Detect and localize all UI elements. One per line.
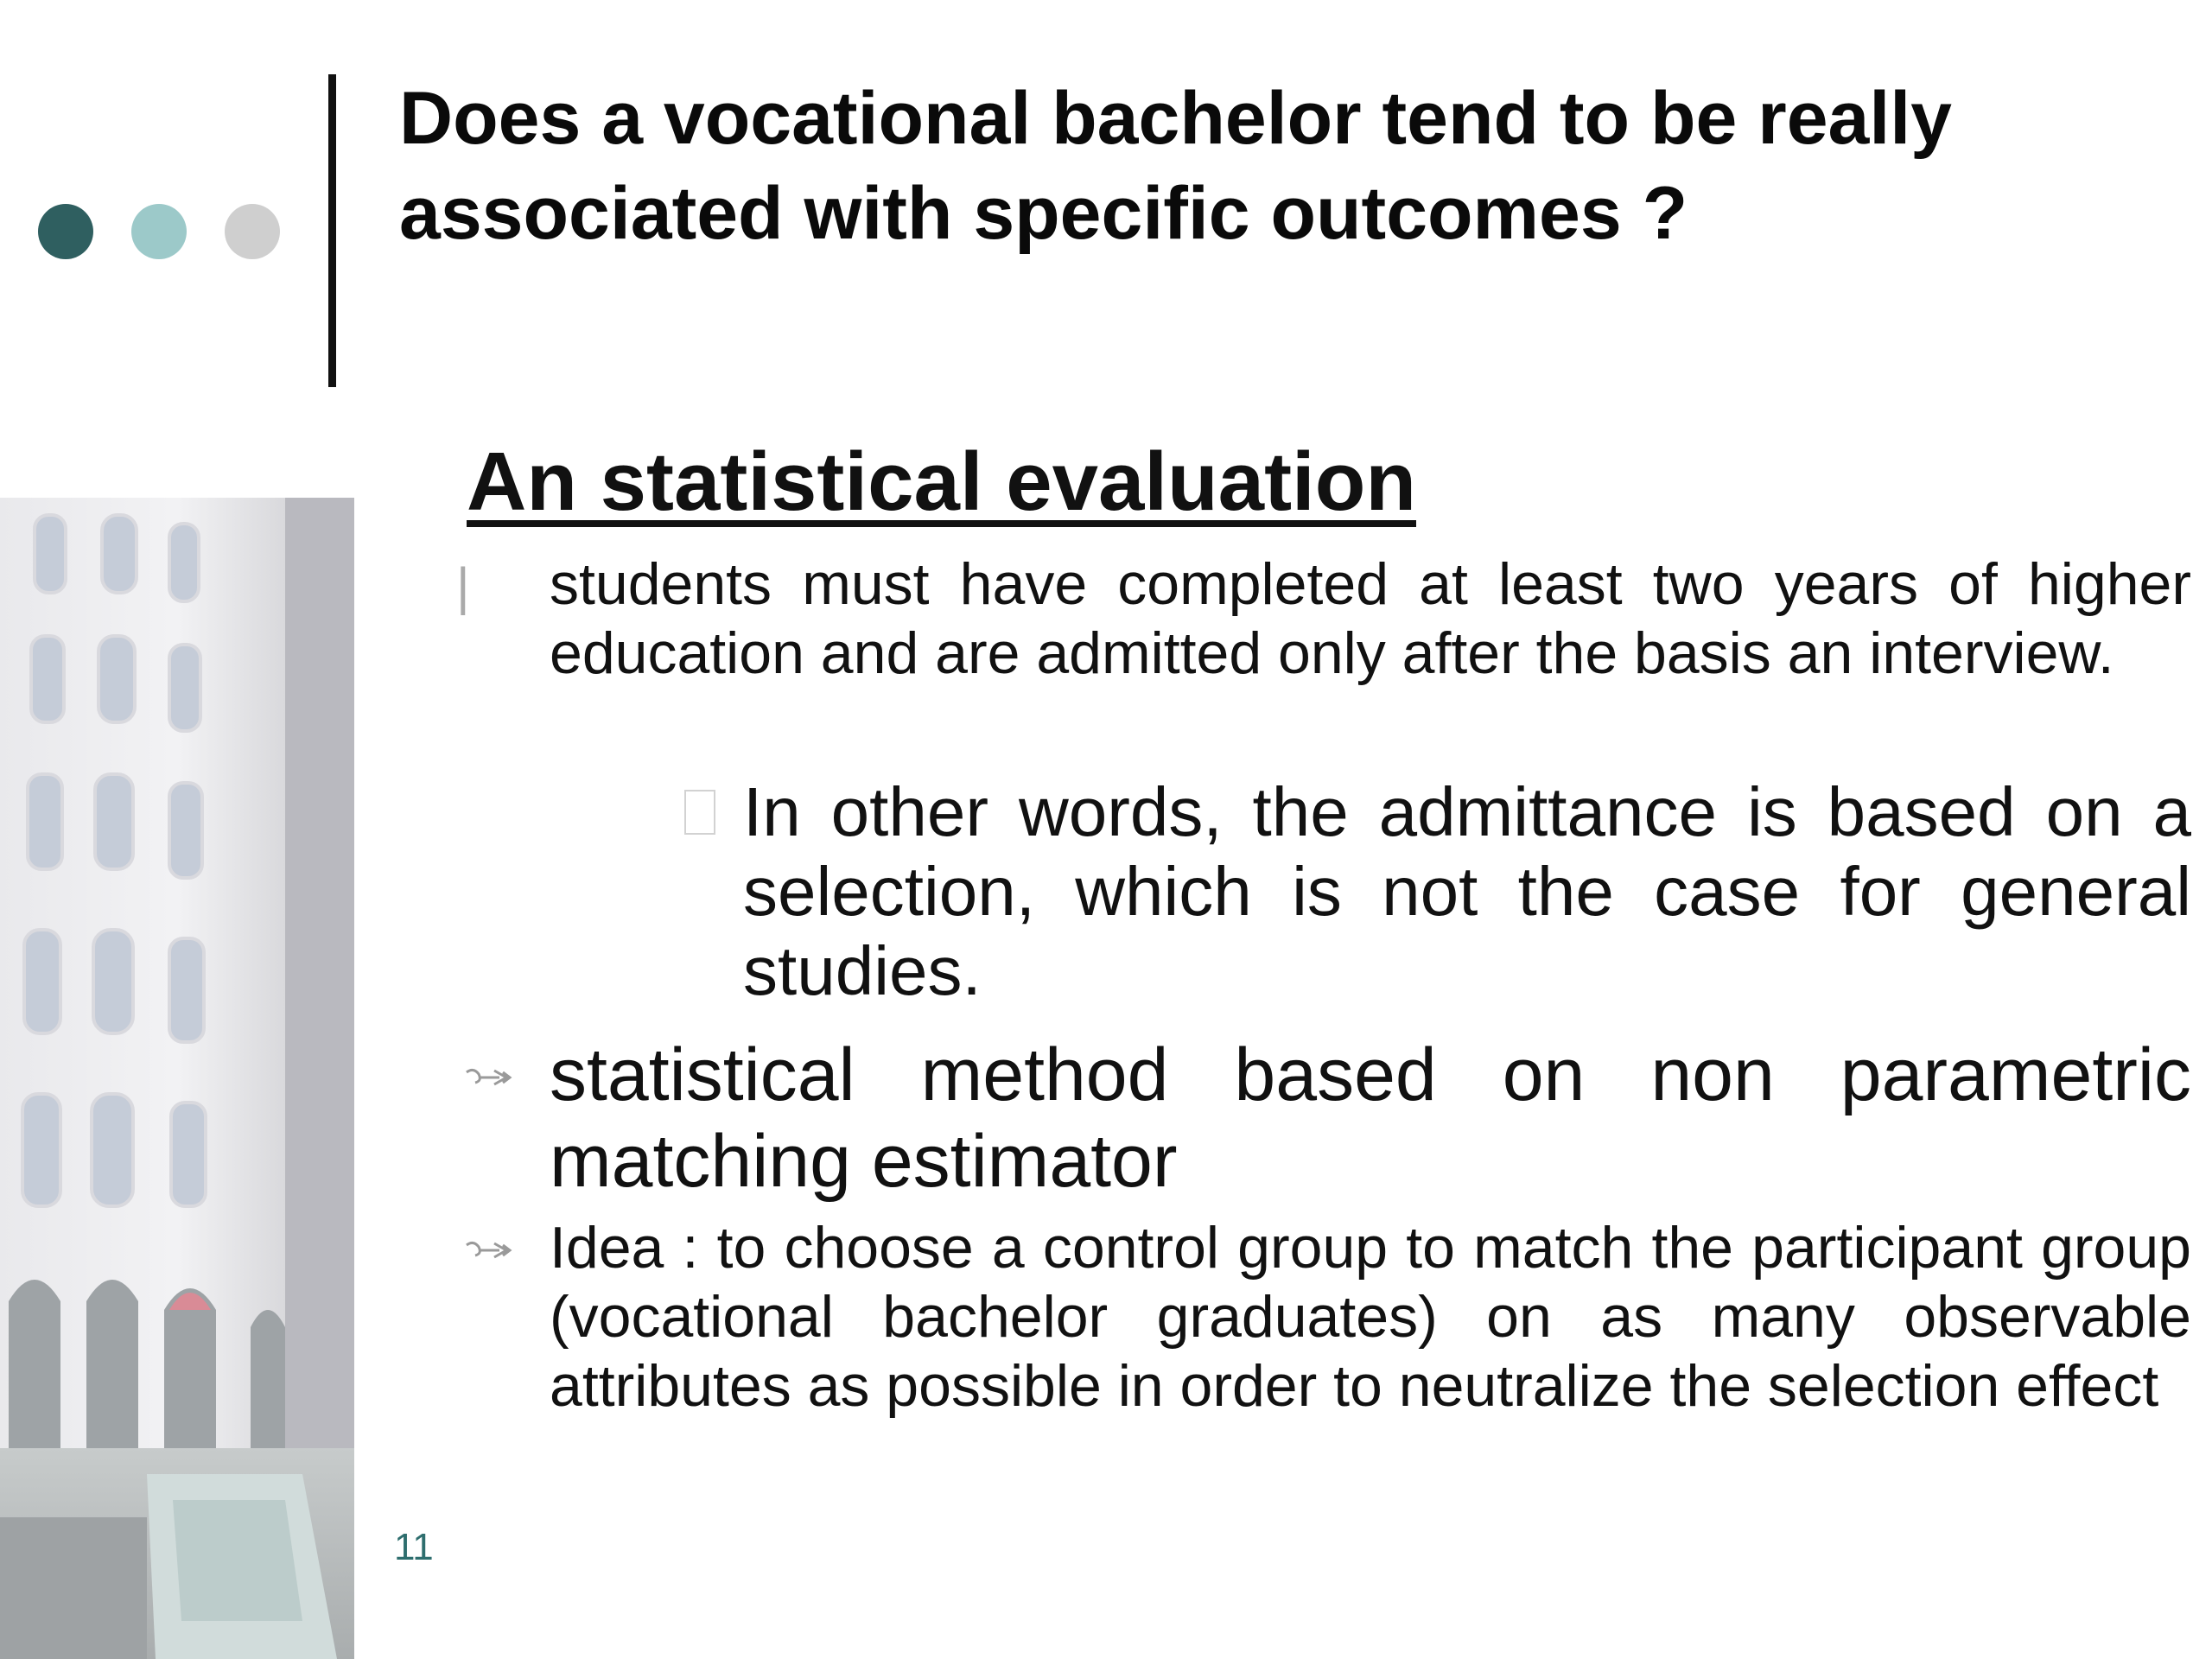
decorative-dots: [0, 0, 346, 415]
arrow-bullet-icon: [465, 1061, 513, 1100]
bullet-admission: students must have completed at least two years of higher education and are admitted only after the basis an interview.: [550, 551, 2191, 686]
arrow-bullet-icon: [465, 1234, 513, 1273]
dot-light-teal-icon: [131, 204, 187, 259]
bullet-method: statistical method based on non parametric matching estimator: [550, 1033, 2191, 1203]
sub-bullet-selection: In other words, the admittance is based on a selection, which is not the case for general studies.: [743, 773, 2191, 1009]
slide-title: Does a vocational bachelor tend to be really associated with specific outcomes ?: [399, 77, 1952, 255]
section-subtitle: An statistical evaluation: [467, 435, 1416, 528]
page-number: 11: [394, 1526, 434, 1568]
bullet-idea: Idea : to choose a control group to match the participant group (vocational bachelor graduates) on as many observable attributes as possible in order to neutralize the selection effect: [550, 1215, 2191, 1419]
thin-bar-bullet-icon: |: [456, 557, 470, 615]
dot-dark-teal-icon: [38, 204, 93, 259]
box-bullet-icon: [684, 790, 715, 835]
title-divider: [328, 74, 336, 387]
building-photo: [0, 498, 354, 1659]
dot-gray-icon: [225, 204, 280, 259]
